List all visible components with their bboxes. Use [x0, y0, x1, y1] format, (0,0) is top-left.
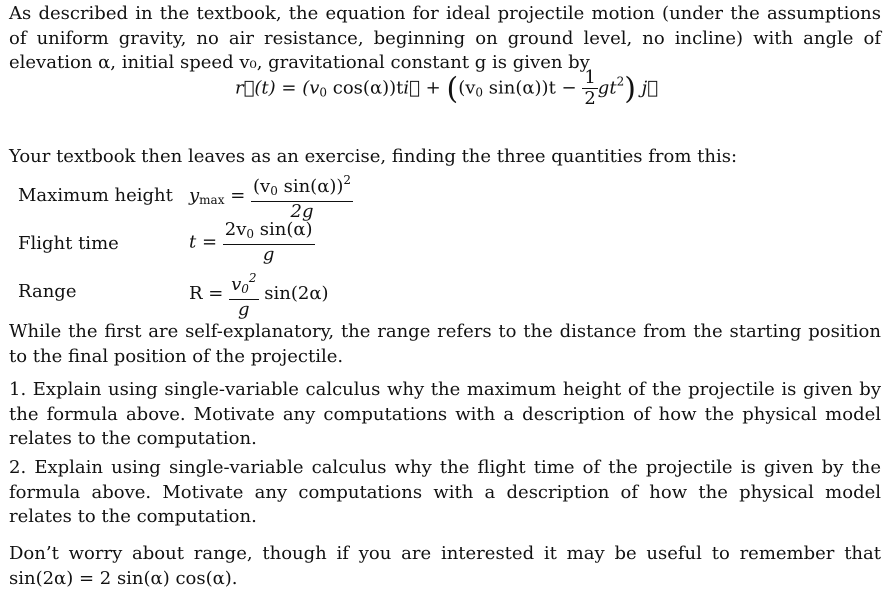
t-num-sub: 0 — [246, 227, 255, 241]
ymax-num-sup: 2 — [343, 173, 352, 187]
t-den: g — [223, 244, 315, 265]
eq-mid-rest: sin(α))t − — [483, 77, 583, 99]
eq-mid: (v — [458, 77, 476, 99]
eq-lhs-rest: cos(α))t — [327, 77, 404, 99]
formula-range — [189, 268, 329, 320]
ymax-num-b: sin(α)) — [277, 176, 344, 197]
eq-sup-two: 2 — [616, 74, 625, 89]
ymax-y: y — [189, 185, 200, 206]
ymax-num-a: (v — [253, 176, 271, 197]
ymax-num — [251, 170, 353, 201]
r-num-v: v — [231, 274, 242, 295]
ymax-sub: max — [199, 193, 225, 207]
eq-j-vector: j⃗ — [641, 77, 659, 99]
r-num — [229, 268, 258, 299]
row-range — [9, 266, 609, 320]
row-max-height — [9, 170, 609, 222]
eq-plus: + — [419, 77, 447, 99]
r-num-sub: 0 — [241, 282, 249, 296]
row-flight-time — [9, 218, 609, 266]
t-num-a: 2v — [224, 219, 247, 240]
r-den: g — [229, 299, 258, 320]
t-num-b: sin(α) — [254, 219, 313, 240]
eq-big-paren-open: ( — [446, 71, 459, 107]
textbook-line: Your textbook then leaves as an exercise, finding the three quantities from this: — [9, 146, 738, 167]
question-2: 2. Explain using single-variable calculus why the flight time of the projectile is given by the formula above. Motivate any computations with a description of how the physical model relates to the computation. — [9, 457, 881, 527]
label-range: Range — [18, 281, 77, 302]
range-explanation: While the first are self-explanatory, the range refers to the distance from the starting position to the final position of the projectile. — [9, 321, 881, 367]
eq-sub-zero-2: 0 — [475, 85, 484, 100]
eq-lhs: r⃗(t) = (v — [235, 77, 320, 99]
label-max-height: Maximum height — [18, 185, 173, 206]
t-lhs: t = — [189, 231, 218, 253]
eq-half-num: 1 — [584, 67, 596, 88]
r-fraction — [229, 268, 258, 320]
question-1: 1. Explain using single-variable calculus why the maximum height of the projectile is given by the formula above. Motivate any computations with a description of how the physical model relates to the computation. — [9, 379, 881, 449]
ymax-num-sub: 0 — [270, 184, 278, 198]
eq-sub-zero-1: 0 — [319, 85, 328, 100]
ymax-den: 2g — [251, 201, 353, 222]
intro-paragraph: As described in the textbook, the equation for ideal projectile motion (under the assumptions of uniform gravity, no air resistance, beginning on ground level, no incline) with angle of elevation α, initial speed v₀, gravitational constant g is given by — [9, 3, 881, 73]
t-fraction — [223, 220, 315, 265]
eq-big-paren-close: ) — [624, 71, 636, 107]
eq-gt: gt — [597, 77, 617, 99]
eq-i-vector: i⃗ — [403, 77, 420, 99]
closing-note: Don’t worry about range, though if you are interested it may be useful to remember that sin(2α) = 2 sin(α) cos(α). — [9, 543, 881, 589]
formula-max-height — [189, 170, 353, 222]
t-num — [223, 220, 315, 244]
ymax-fraction — [251, 170, 353, 222]
r-num-sup: 2 — [248, 271, 257, 285]
r-rest: sin(2α) — [258, 283, 329, 304]
formula-flight-time — [189, 220, 315, 265]
eq-half-den: 2 — [584, 88, 596, 109]
projectile-equation — [235, 68, 658, 109]
label-flight-time: Flight time — [18, 233, 119, 254]
r-lhs: R = — [189, 283, 224, 304]
eq-half-fraction — [582, 68, 597, 109]
ymax-eq: = — [224, 185, 246, 206]
